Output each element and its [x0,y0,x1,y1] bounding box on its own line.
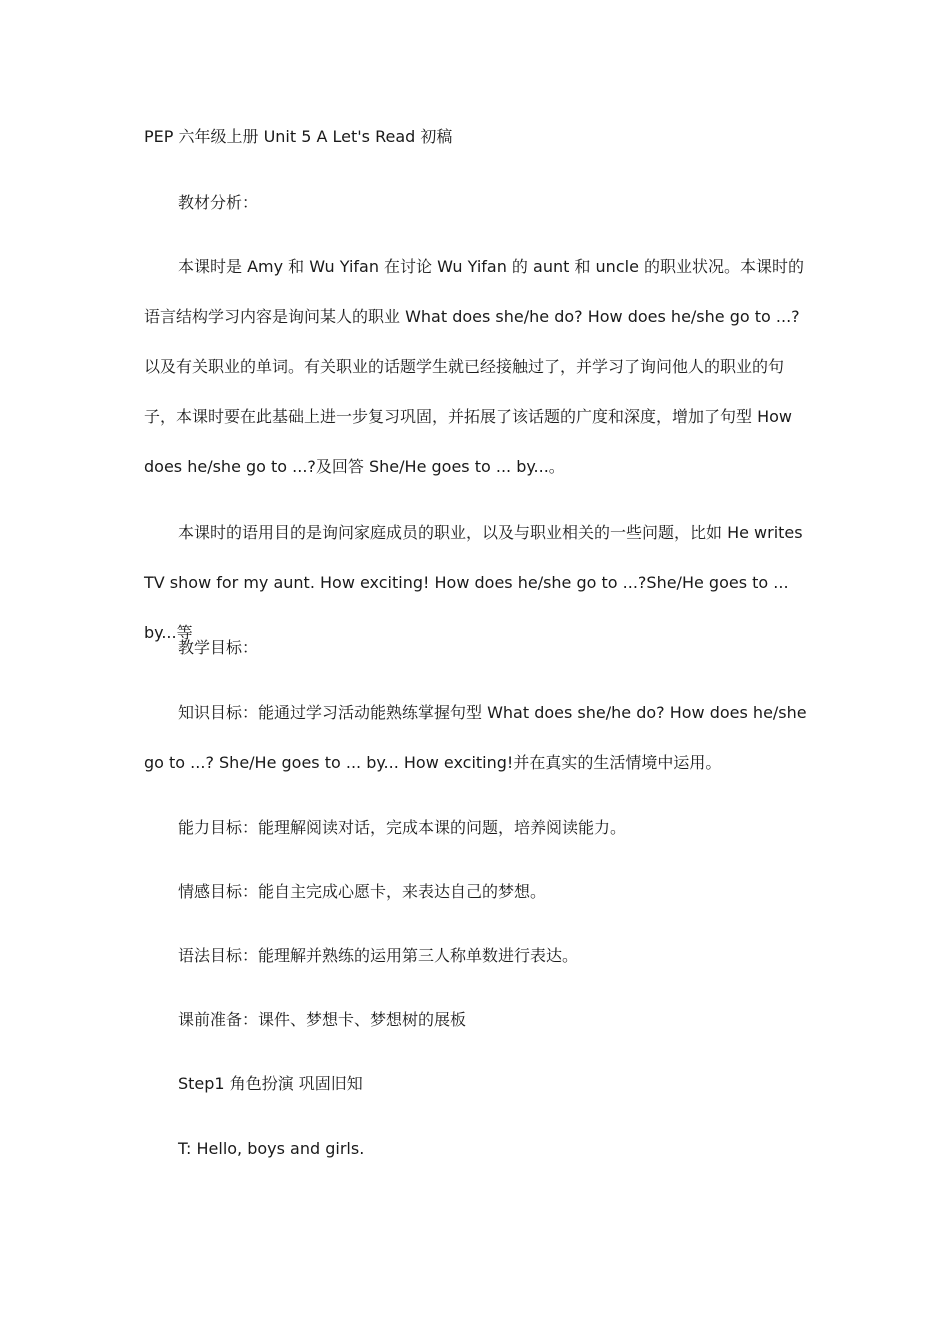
paragraph-teacher-greeting: T: Hello, boys and girls. [178,1139,365,1158]
paragraph-pragmatic-purpose: 本课时的语用目的是询问家庭成员的职业，以及与职业相关的一些问题，比如 He writes TV show for my aunt. How exciting! How does he/she go to ...?She/He goes to ... by...等 [144,523,803,642]
paragraph-step1-heading: Step1 角色扮演 巩固旧知 [178,1074,363,1093]
paragraph-preparation: 课前准备：课件、梦想卡、梦想树的展板 [178,1010,467,1029]
paragraph-ability-goal: 能力目标：能理解阅读对话，完成本课的问题，培养阅读能力。 [178,818,627,837]
paragraph-grammar-goal: 语法目标：能理解并熟练的运用第三人称单数进行表达。 [178,946,579,965]
paragraph-knowledge-goal: 知识目标：能通过学习活动能熟练掌握句型 What does she/he do? How does he/she go to ...? She/He goes to ... by... How exciting!并在真实的生活情境中运用。 [144,703,807,772]
paragraph-analysis-content: 本课时是 Amy 和 Wu Yifan 在讨论 Wu Yifan 的 aunt 和 uncle 的职业状况。本课时的语言结构学习内容是询问某人的职业 What does she/he do? How does he/she go to ...?以及有关职业的单词。有关职业的话题学生就已经接触过了，并学习了询问他人的职业的句子，本课时要在此基础上进一步复习巩固，并拓展了该话题的广度和深度，增加了句型 How does he/she go to ...?及回答 She/He goes to ... by...。 [144,257,804,476]
section-heading-textbook-analysis: 教材分析： [178,193,259,212]
paragraph-emotional-goal: 情感目标：能自主完成心愿卡，来表达自己的梦想。 [178,882,547,901]
document-title: PEP 六年级上册 Unit 5 A Let's Read 初稿 [144,127,453,146]
section-heading-teaching-goals: 教学目标： [178,638,259,657]
